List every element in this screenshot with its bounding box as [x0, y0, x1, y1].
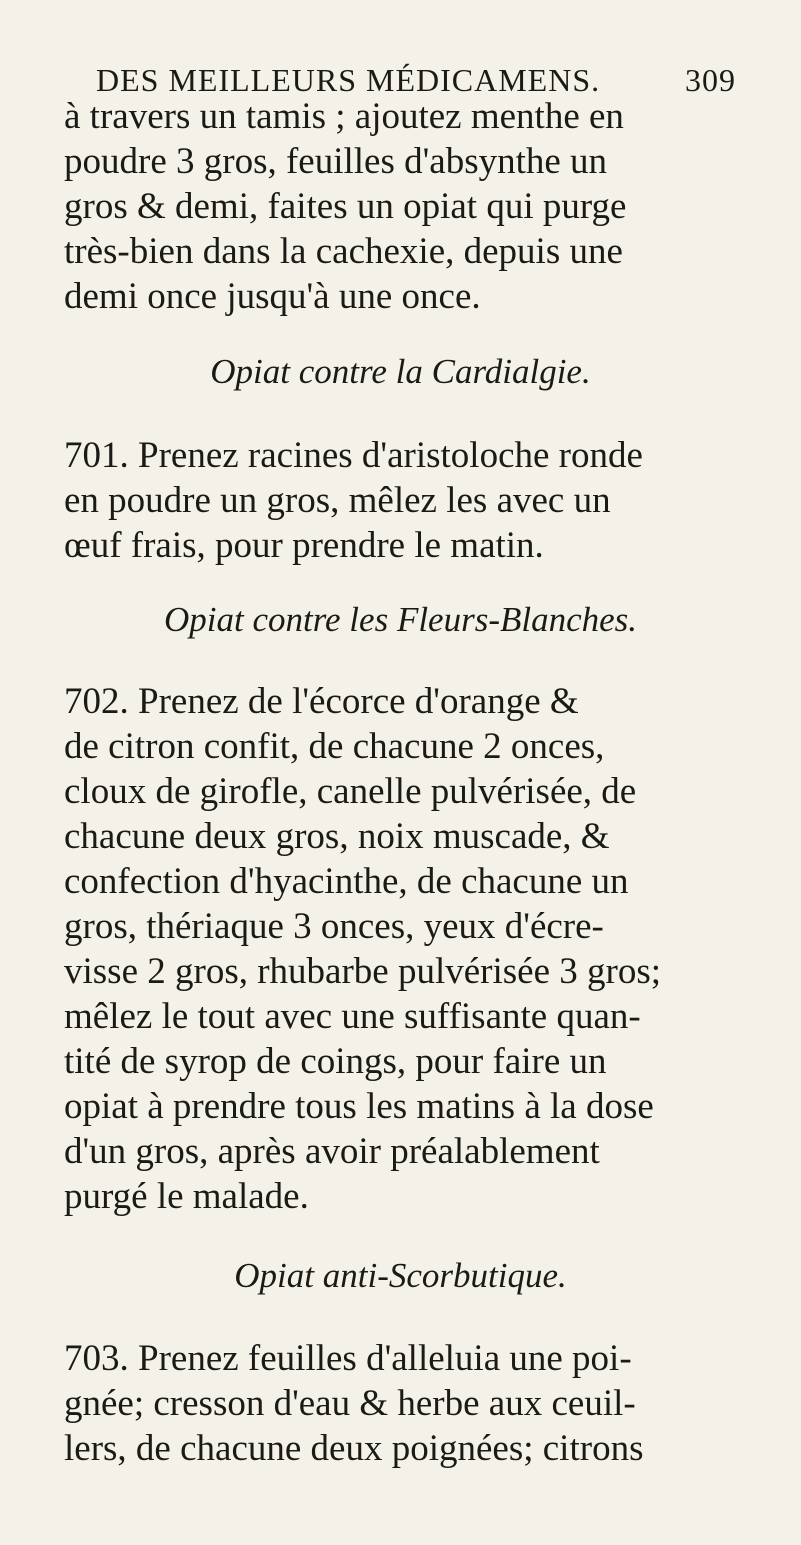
text-line: 703. Prenez feuilles d'alleluia une poi-	[64, 1338, 632, 1379]
text-line: de citron confit, de chacune 2 onces,	[64, 726, 605, 767]
text-line: 702. Prenez de l'écorce d'orange &	[64, 681, 579, 722]
text-line: gnée; cresson d'eau & herbe aux ceuil-	[64, 1383, 636, 1424]
text-line: tité de syrop de coings, pour faire un	[64, 1041, 607, 1082]
text-line: à travers un tamis ; ajoutez menthe en	[64, 96, 624, 137]
running-head	[96, 62, 736, 99]
section-heading: Opiat contre la Cardialgie.	[210, 352, 591, 391]
text-line: mêlez le tout avec une suffisante quan-	[64, 996, 641, 1037]
text-line: chacune deux gros, noix muscade, &	[64, 816, 610, 857]
page-number: 309	[685, 62, 736, 98]
text-line: 701. Prenez racines d'aristoloche ronde	[64, 435, 643, 476]
text-line: confection d'hyacinthe, de chacune un	[64, 861, 629, 902]
text-line: visse 2 gros, rhubarbe pulvérisée 3 gros;	[64, 951, 662, 992]
text-line: gros & demi, faites un opiat qui purge	[64, 186, 627, 227]
text-line: d'un gros, après avoir préalablement	[64, 1131, 600, 1172]
text-line: opiat à prendre tous les matins à la dose	[64, 1086, 654, 1127]
section-heading: Opiat contre les Fleurs-Blanches.	[163, 600, 638, 639]
text-line: œuf frais, pour prendre le matin.	[64, 525, 544, 566]
text-line: purgé le malade.	[64, 1176, 309, 1217]
text-line: poudre 3 gros, feuilles d'absynthe un	[64, 141, 608, 182]
text-line: demi once jusqu'à une once.	[64, 276, 481, 317]
running-head-title: DES MEILLEURS MÉDICAMENS.	[96, 62, 601, 98]
text-line: cloux de girofle, canelle pulvérisée, de	[64, 771, 637, 812]
text-line: gros, thériaque 3 onces, yeux d'écre-	[64, 906, 604, 947]
text-line: très-bien dans la cachexie, depuis une	[64, 231, 623, 272]
text-line: en poudre un gros, mêlez les avec un	[64, 480, 611, 521]
text-line: lers, de chacune deux poignées; citrons	[64, 1428, 644, 1469]
section-heading: Opiat anti-Scorbutique.	[234, 1256, 567, 1295]
